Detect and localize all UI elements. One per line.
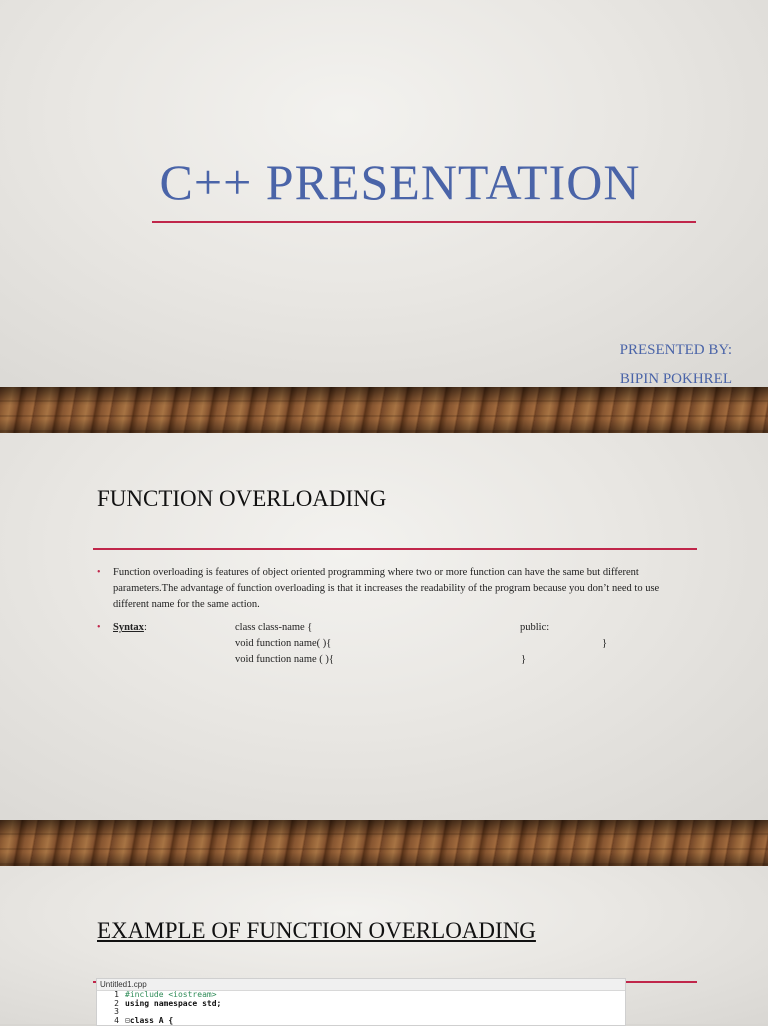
title-underline	[152, 221, 696, 223]
code-line: 3	[114, 1007, 119, 1016]
code-file-tab: Untitled1.cpp	[97, 979, 625, 991]
bullet-icon: •	[97, 622, 101, 633]
syntax-line-3: void function name ( ){	[235, 654, 334, 665]
syntax-brace-1: }	[602, 638, 608, 649]
bullet-syntax	[97, 620, 697, 670]
syntax-public: public:	[520, 622, 550, 633]
syntax-label: Syntax	[113, 622, 144, 633]
syntax-brace-2: }	[521, 654, 527, 665]
syntax-line-1: class class-name {	[235, 622, 313, 633]
heading-underline	[93, 548, 697, 550]
fold-icon: ⊟	[125, 1015, 130, 1025]
bullet-definition	[97, 565, 697, 615]
syntax-colon: :	[143, 622, 147, 633]
bullet-text: Function overloading is features of object oriented programming where two or more function can have the same but different parameters.The advantage of function overloading is that it increases the readability of the program because you don’t need to use different name for the same action.	[113, 567, 660, 610]
syntax-line-2: void function name( ){	[235, 638, 332, 649]
presenter-name: BIPIN POKHREL	[619, 371, 732, 387]
code-line: 2 using namespace std;	[114, 998, 222, 1008]
wood-floor-1	[0, 387, 768, 433]
presented-by-label: PRESENTED BY:	[619, 342, 732, 358]
presentation-title: C++ PRESENTATION	[159, 154, 641, 210]
bullet-icon: •	[97, 567, 101, 578]
slide-2	[0, 433, 768, 820]
slide-heading: EXAMPLE OF FUNCTION OVERLOADING	[97, 918, 536, 943]
code-line: 4 ⊟class A {	[114, 1015, 174, 1025]
code-screenshot	[96, 978, 626, 1026]
code-line: 1 #include <iostream>	[114, 990, 217, 999]
slide-heading: FUNCTION OVERLOADING	[97, 486, 387, 511]
slide-1	[0, 0, 768, 387]
wood-floor-2	[0, 820, 768, 866]
